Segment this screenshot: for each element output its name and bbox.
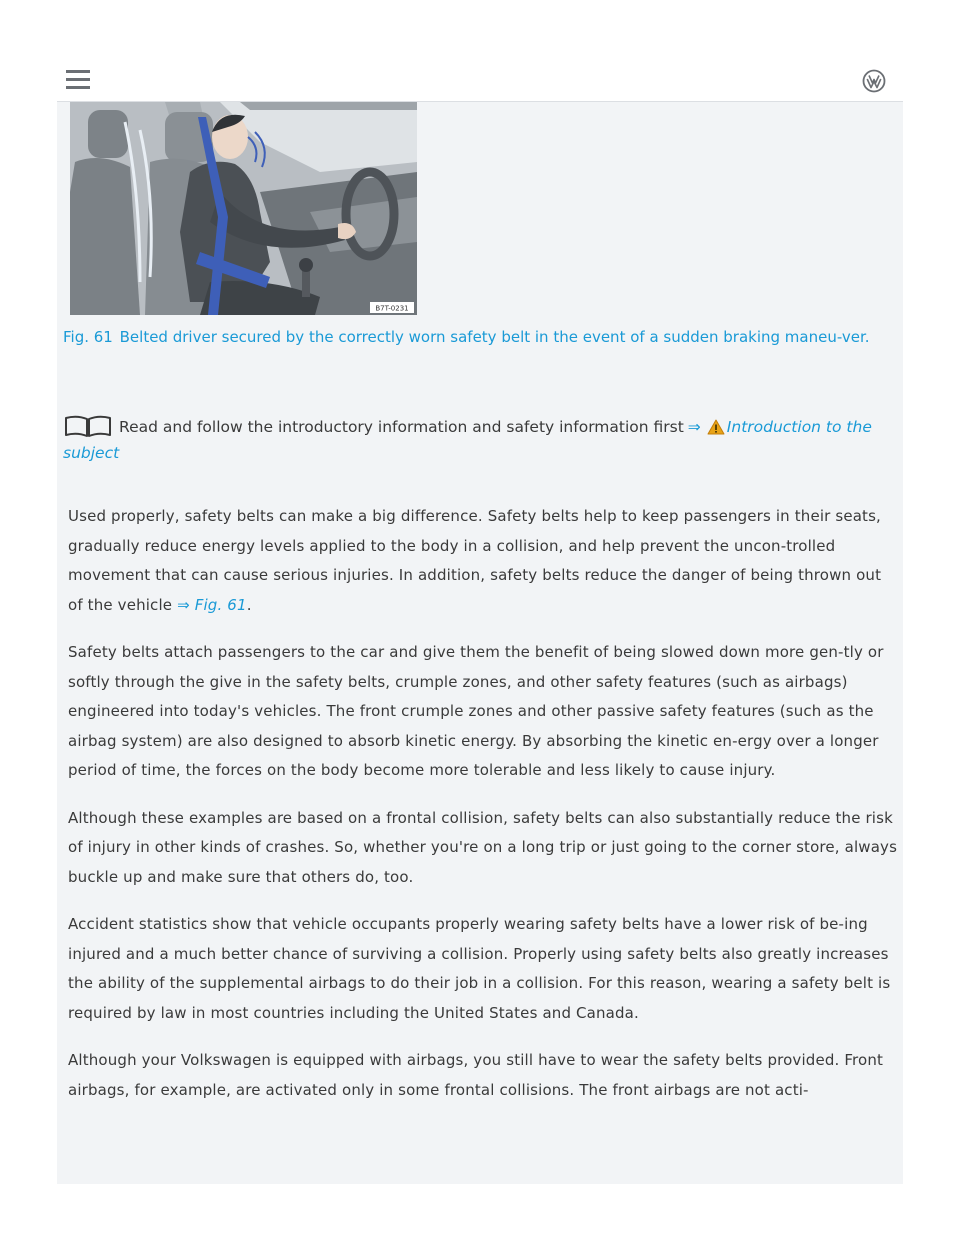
figure-belted-driver [70,102,417,315]
intro-arrow: ⇒ [687,418,701,436]
figure-caption-text: Belted driver secured by the correctly worn safety belt in the event of a sudden braking maneu-ver. [119,328,870,346]
paragraph-5: Although your Volkswagen is equipped with airbags, you still have to wear the safety belts provided. Front airbags, for example, are activated only in some frontal collisions. The front airbags are not acti- [68,1051,884,1099]
body-text [68,502,898,1123]
paragraph-4: Accident statistics show that vehicle occupants properly wearing safety belts have a lower risk of be-ing injured and a much better chance of surviving a collision. Properly using safety belts also greatly increases the ability of the supplemental airbags to do their job in a collision. For this reason, wearing a safety belt is required by law in most countries including the United States and Canada. [68,915,891,1022]
paragraph-2: Safety belts attach passengers to the car and give them the benefit of being slowed down more gen-tly or softly through the give in the safety belts, crumple zones, and other safety features (such as airbags) engineered into today's vehicles. The front crumple zones and other passive safety features (such as the airbag system) are also designed to absorb kinetic energy. By absorbing the kinetic en-ergy over a longer period of time, the forces on the body become more tolerable and less likely to cause injury. [68,643,884,779]
warning-triangle-icon [707,419,725,435]
paragraph-1-end: . [246,595,252,614]
figure-code: B7T-0231 [375,304,409,313]
paragraph-1-text: Used properly, safety belts can make a big difference. Safety belts help to keep passengers in their seats, gradually reduce energy levels applied to the body in a collision, and help prevent the uncon-trolled movement that can cause serious injuries. In addition, safety belts reduce the danger of being thrown out of the vehicle [68,507,882,614]
open-book-icon [63,414,113,438]
figure-caption [63,328,893,347]
top-header [0,0,960,102]
volkswagen-logo-icon[interactable] [862,69,886,93]
intro-note [63,414,893,466]
intro-text: Read and follow the introductory information and safety information first [119,418,684,436]
paragraph-1 [68,502,898,620]
intro-link[interactable]: Introduction to the subject [63,418,872,462]
manual-content [57,102,903,1184]
hamburger-menu-icon[interactable] [66,70,90,90]
paragraph-3: Although these examples are based on a frontal collision, safety belts can also substantially reduce the risk of injury in other kinds of crashes. So, whether you're on a long trip or just going to the corner store, always buckle up and make sure that others do, too. [68,808,898,886]
figure-label: Fig. 61 [63,328,113,346]
fig-61-link[interactable]: ⇒ Fig. 61 [177,595,247,614]
